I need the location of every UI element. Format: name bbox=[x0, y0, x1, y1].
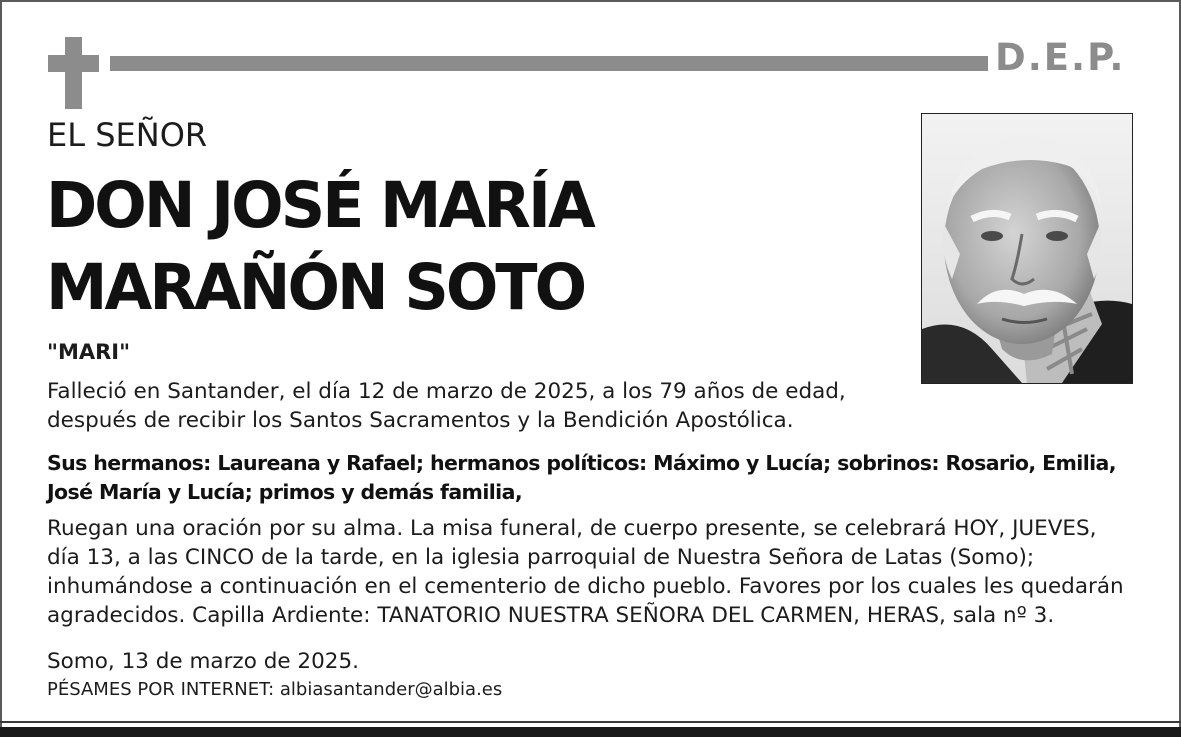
nickname: "MARI" bbox=[47, 340, 131, 364]
deceased-name-line-1: DON JOSÉ MARÍA bbox=[46, 169, 593, 242]
family-list-line-2: José María y Lucía; primos y demás familia, bbox=[47, 480, 523, 504]
dep-label: D.E.P. bbox=[995, 36, 1126, 79]
service-details-line-3: inhumándose a continuación en el cementerio de dicho pueblo. Favores por los cuales les quedarán bbox=[47, 574, 1124, 599]
frame-border-left bbox=[0, 0, 2, 737]
frame-border-top bbox=[0, 0, 1181, 2]
family-list-line-1: Sus hermanos: Laureana y Rafael; hermanos políticos: Máximo y Lucía; sobrinos: Rosario, Emilia, bbox=[47, 451, 1116, 475]
frame-border-bottom-line bbox=[0, 721, 1181, 723]
death-notice bbox=[47, 377, 846, 435]
title-prefix: EL SEÑOR bbox=[47, 116, 208, 154]
condolences-contact: PÉSAMES POR INTERNET: albiasantander@albia.es bbox=[47, 679, 503, 700]
portrait-photo bbox=[921, 113, 1133, 384]
cross-icon bbox=[48, 37, 99, 109]
family-list bbox=[47, 449, 1116, 507]
header-rule bbox=[110, 56, 988, 71]
service-details-line-4: agradecidos. Capilla Ardiente: TANATORIO NUESTRA SEÑORA DEL CARMEN, HERAS, sala nº 3. bbox=[47, 603, 1055, 628]
deceased-name-line-2: MARAÑÓN SOTO bbox=[46, 251, 585, 324]
deceased-name bbox=[46, 165, 593, 329]
service-details-line-2: día 13, a las CINCO de la tarde, en la iglesia parroquial de Nuestra Señora de Latas (Somo); bbox=[47, 545, 1035, 570]
death-notice-line-2: después de recibir los Santos Sacramentos y la Bendición Apostólica. bbox=[47, 408, 794, 433]
frame-border-bottom bbox=[0, 727, 1181, 737]
place-date: Somo, 13 de marzo de 2025. bbox=[47, 649, 359, 674]
death-notice-line-1: Falleció en Santander, el día 12 de marzo de 2025, a los 79 años de edad, bbox=[47, 379, 846, 404]
service-details-line-1: Ruegan una oración por su alma. La misa funeral, de cuerpo presente, se celebrará HOY, JUEVES, bbox=[47, 516, 1097, 541]
service-details bbox=[47, 514, 1124, 630]
